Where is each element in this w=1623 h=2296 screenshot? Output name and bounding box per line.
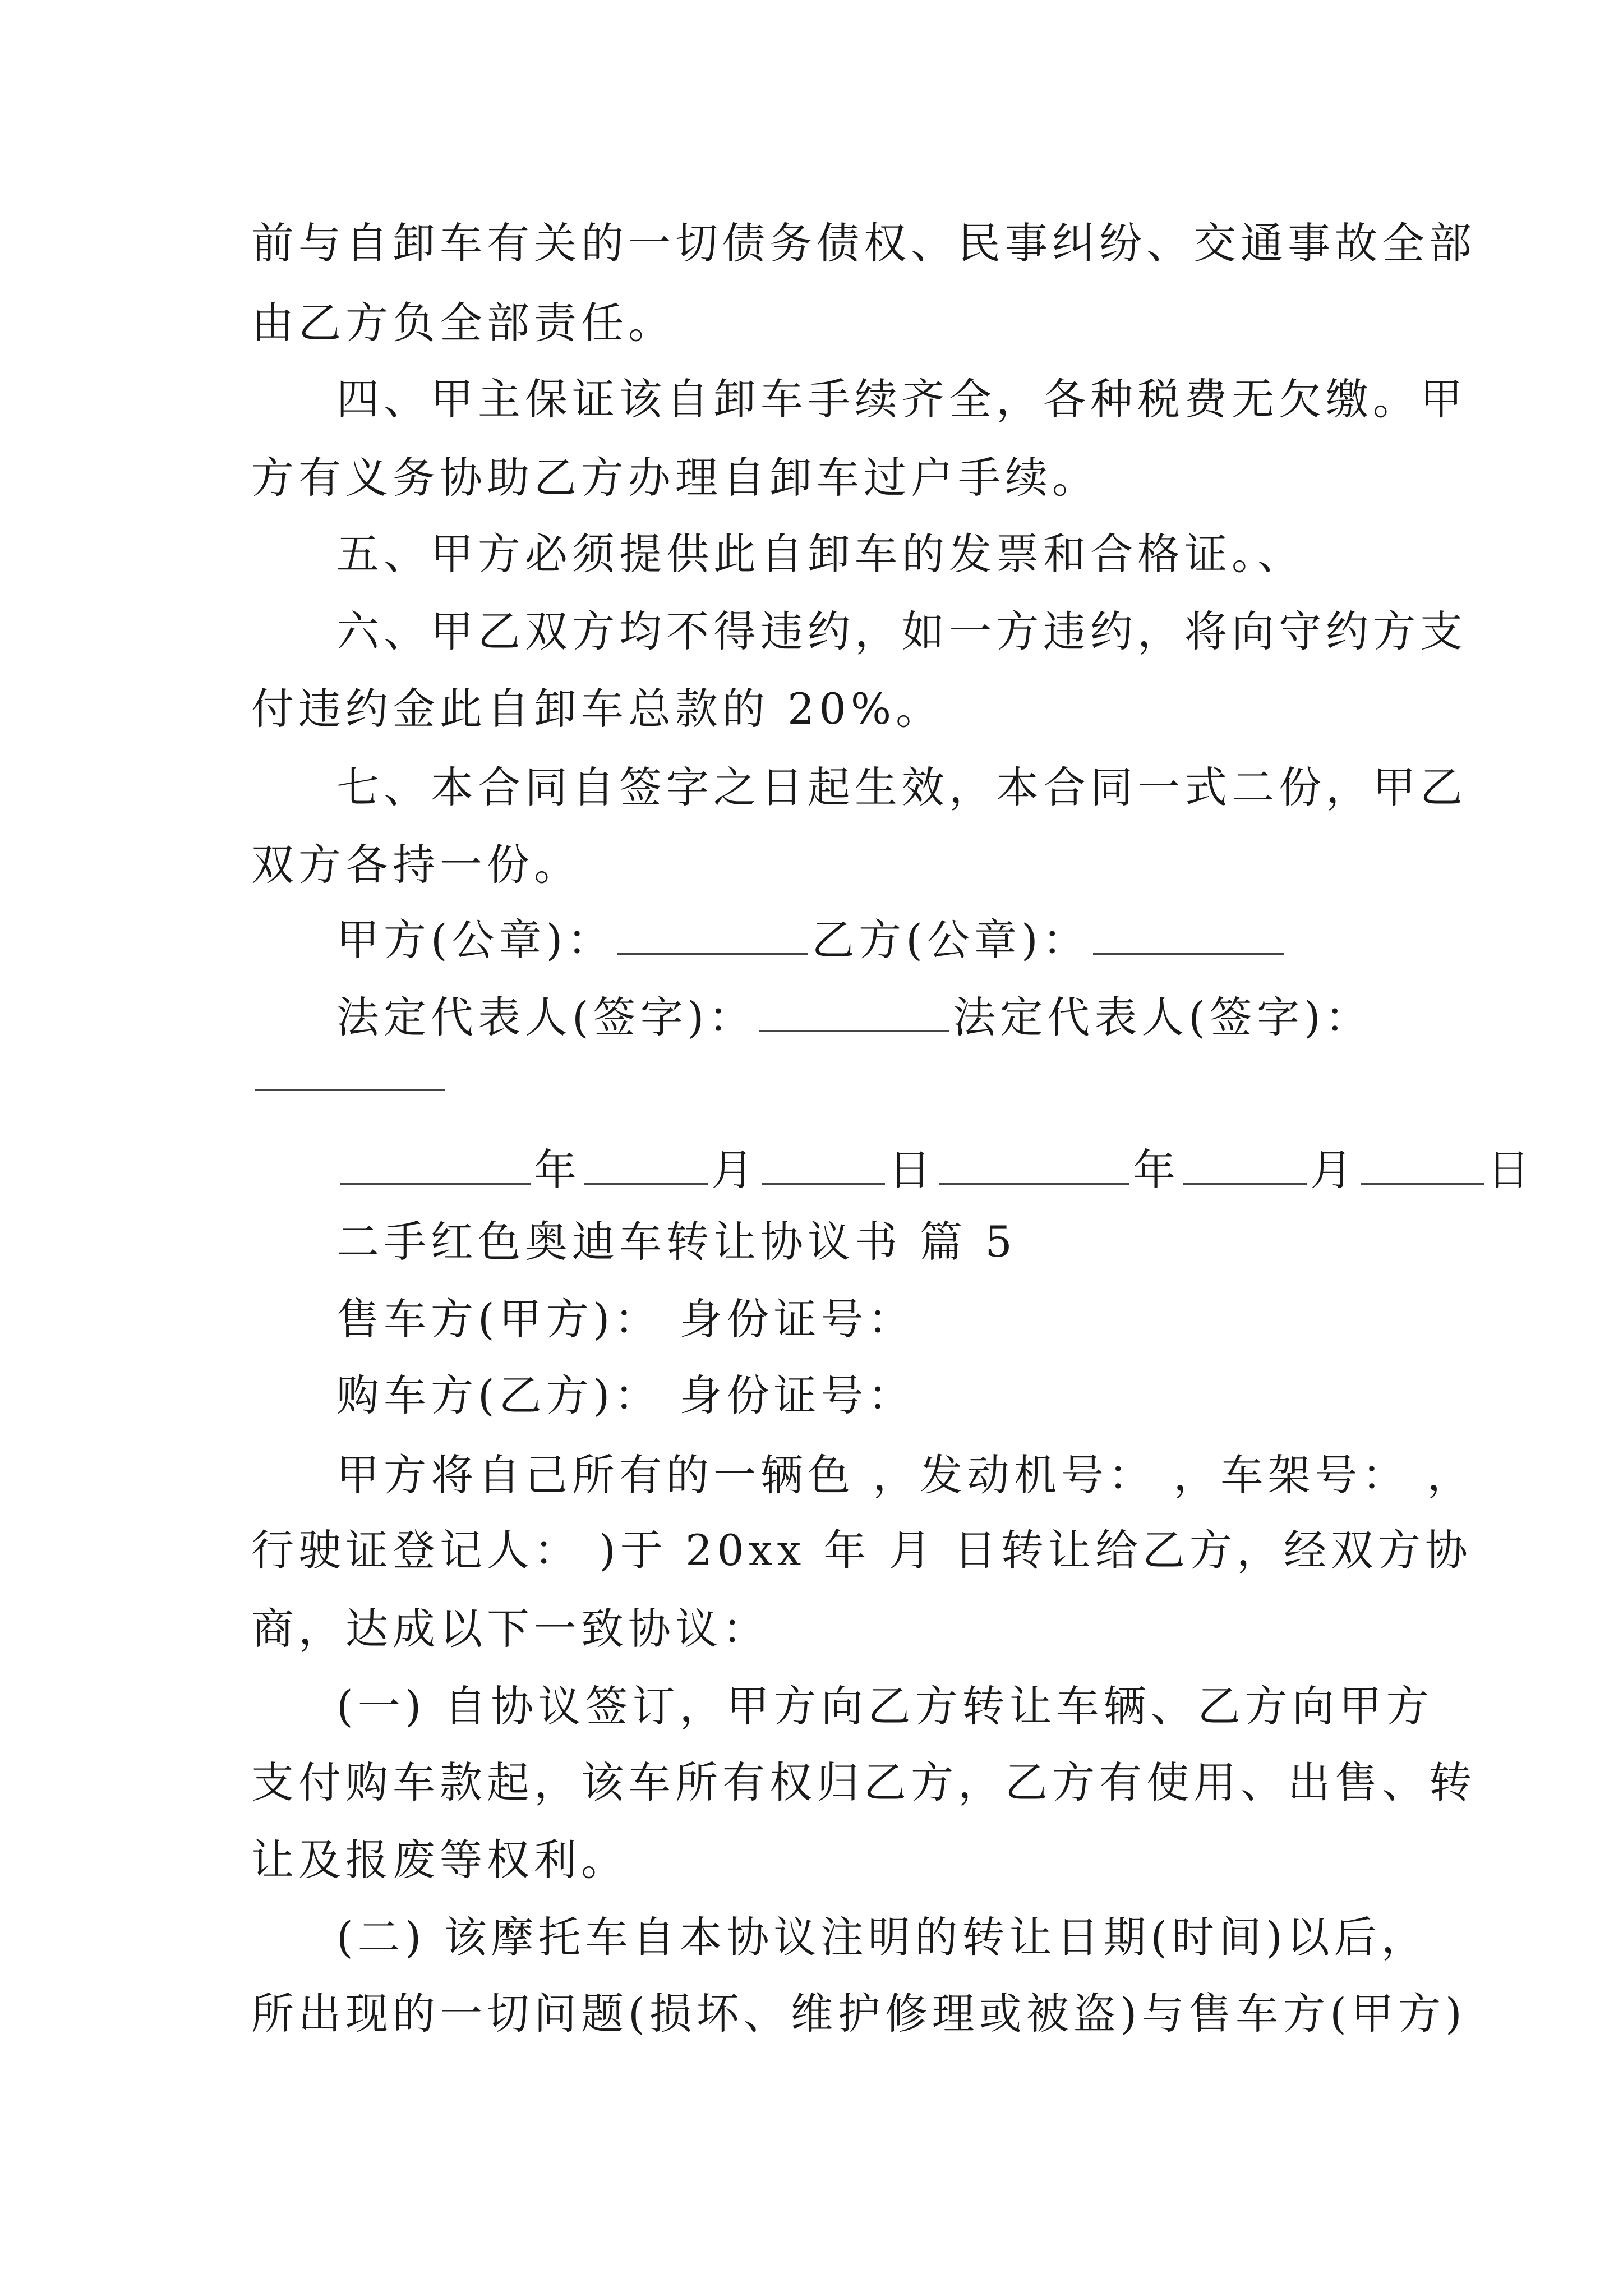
clause-6-line-2: 付违约金此自卸车总款的 20%。 <box>251 684 943 734</box>
item-1-line-2: 支付购车款起，该车所有权归乙方，乙方有使用、出售、转 <box>251 1757 1476 1807</box>
para-1-line-3: 商，达成以下一致协议： <box>251 1604 769 1654</box>
rep-b-blank <box>255 1053 445 1091</box>
date-line <box>336 1143 1534 1197</box>
month-a-label: 月 <box>711 1145 758 1195</box>
para-1-line-1: 甲方将自己所有的一辆色 ，发动机号： ，车架号： ， <box>336 1450 1474 1500</box>
day-b-label: 日 <box>1487 1145 1534 1195</box>
party-a-seal-blank <box>617 917 808 955</box>
rep-a-label: 法定代表人(签字)： <box>336 992 756 1042</box>
clause-5: 五、甲方必须提供此自卸车的发票和合格证。、 <box>336 529 1304 579</box>
day-b-blank <box>1361 1147 1484 1185</box>
seal-line <box>336 913 1287 967</box>
representative-line <box>336 991 1372 1045</box>
clause-6-line-1: 六、甲乙双方均不得违约，如一方违约，将向守约方支 <box>336 606 1467 656</box>
paragraph-line: 由乙方负全部责任。 <box>251 298 675 348</box>
rep-b-blank-line <box>251 1049 449 1103</box>
year-b-label: 年 <box>1133 1145 1180 1195</box>
clause-7-line-1: 七、本合同自签字之日起生效，本合同一式二份，甲乙 <box>336 762 1467 812</box>
party-a-seal-label: 甲方(公章)： <box>336 915 615 965</box>
rep-a-blank <box>759 995 949 1032</box>
buyer-line: 购车方(乙方)： 身份证号： <box>336 1370 915 1420</box>
paragraph-line: 前与自卸车有关的一切债务债权、民事纠纷、交通事故全部 <box>251 218 1476 268</box>
clause-7-line-2: 双方各持一份。 <box>251 840 581 890</box>
seller-line: 售车方(甲方)： 身份证号： <box>336 1294 915 1344</box>
rep-b-label: 法定代表人(签字)： <box>953 992 1372 1042</box>
month-b-label: 月 <box>1310 1145 1357 1195</box>
month-a-blank <box>584 1147 708 1185</box>
day-a-blank <box>762 1147 885 1185</box>
year-a-label: 年 <box>534 1145 581 1195</box>
para-1-line-2: 行驶证登记人： )于 20xx 年 月 日转让给乙方，经双方协 <box>251 1525 1472 1575</box>
day-a-label: 日 <box>888 1145 935 1195</box>
year-b-blank <box>939 1147 1129 1185</box>
clause-4-line-2: 方有义务协助乙方办理自卸车过户手续。 <box>251 453 1099 503</box>
clause-4-line-1: 四、甲主保证该自卸车手续齐全，各种税费无欠缴。甲 <box>336 374 1467 424</box>
party-b-seal-label: 乙方(公章)： <box>811 915 1090 965</box>
item-1-line-3: 让及报废等权利。 <box>251 1835 628 1885</box>
item-1-line-1: (一) 自协议签订，甲方向乙方转让车辆、乙方向甲方 <box>336 1681 1433 1731</box>
month-b-blank <box>1183 1147 1307 1185</box>
party-b-seal-blank <box>1093 917 1284 955</box>
section-title: 二手红色奥迪车转让协议书 篇 5 <box>336 1217 1017 1267</box>
item-2-line-2: 所出现的一切问题(损坏、维护修理或被盗)与售车方(甲方) <box>251 1989 1467 2039</box>
item-2-line-1: (二) 该摩托车自本协议注明的转让日期(时间)以后， <box>336 1912 1428 1962</box>
year-a-blank <box>340 1147 531 1185</box>
